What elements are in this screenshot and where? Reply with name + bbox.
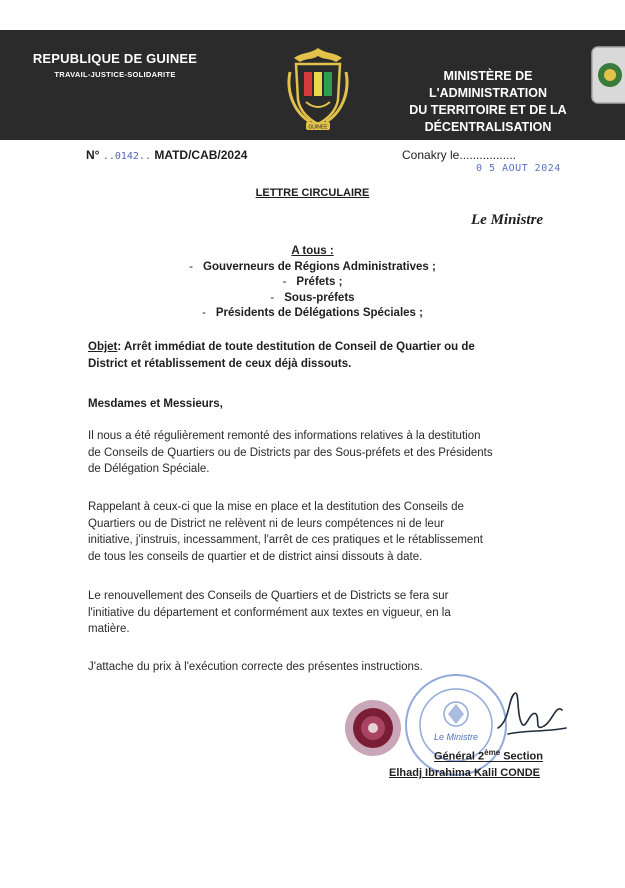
date-stamp: 0 5 AOUT 2024: [476, 163, 561, 174]
svg-text:GUINEE: GUINEE: [308, 124, 328, 131]
salutation: Mesdames et Messieurs,: [88, 398, 223, 410]
body-paragraph-2: Rappelant à ceux-ci que la mise en place et la destitution des Conseils de Quartiers ou de District ne relèvent ni de leurs compétences ni de leur initiative, j'instruis, incessamment, l'arrêt de ces pratiques et le rétablissement de tous les conseils de quartier et de district ainsi dissouts à date.: [88, 501, 483, 563]
svg-text:Le Ministre: Le Ministre: [433, 732, 479, 742]
recipients-block: [0, 244, 625, 322]
subject-line-1: : Arrêt immédiat de toute destitution de Conseil de Quartier ou de: [117, 341, 475, 353]
ministry-block: [388, 68, 588, 136]
body-paragraph-4: J'attache du prix à l'exécution correcte des présentes instructions.: [88, 661, 423, 673]
country-name: REPUBLIQUE DE GUINEE: [32, 51, 198, 66]
recipient-item: - Gouverneurs de Régions Administratives ;: [189, 260, 436, 273]
wax-seal-icon: [343, 698, 403, 758]
recipient-item: - Préfets ;: [282, 276, 343, 288]
country-block: [20, 51, 210, 79]
signatory-rank: Général 2ème Section: [434, 748, 543, 763]
subject-label: Objet: [88, 341, 118, 353]
recipients-heading: A tous :: [291, 245, 334, 257]
signatory-name: Elhadj Ibrahima Kalil CONDE: [389, 767, 540, 779]
subject-line-2: District et rétablissement de ceux déjà dissouts.: [88, 358, 352, 370]
recipient-item: - Sous-préfets: [270, 291, 355, 304]
body-paragraph-3: Le renouvellement des Conseils de Quartiers et de Districts se fera sur l'initiative du département et conformément aux textes en vigueur, en la matière.: [88, 590, 451, 635]
ministry-line-3: DÉCENTRALISATION: [424, 120, 552, 134]
recipient-item: - Présidents de Délégations Spéciales ;: [202, 307, 423, 319]
ministry-line-2: DU TERRITOIRE ET DE LA: [409, 103, 567, 117]
reference-prefix: N°: [86, 148, 100, 162]
sender-title: Le Ministre: [471, 212, 544, 228]
ministry-line-1: MINISTÈRE DE L'ADMINISTRATION: [428, 69, 547, 100]
coat-of-arms-icon: [280, 42, 356, 134]
country-motto: TRAVAIL-JUSTICE-SOLIDARITE: [54, 70, 176, 79]
reference-stamped-number: ..0142..: [102, 151, 151, 162]
edge-seal-icon: [590, 45, 625, 105]
handwritten-signature-icon: [490, 680, 570, 750]
body-paragraph-1: Il nous a été régulièrement remonté des informations relatives à la destitution de Conseils de Quartiers ou de Districts par des Sous-préfets et des Présidents de Délégation Spéciale.: [88, 430, 493, 475]
reference-suffix: MATD/CAB/2024: [154, 148, 248, 162]
document-title: LETTRE CIRCULAIRE: [255, 187, 370, 199]
reference-number: [86, 148, 247, 162]
subject-block: [88, 339, 548, 373]
place-date: Conakry le.................: [402, 148, 517, 162]
